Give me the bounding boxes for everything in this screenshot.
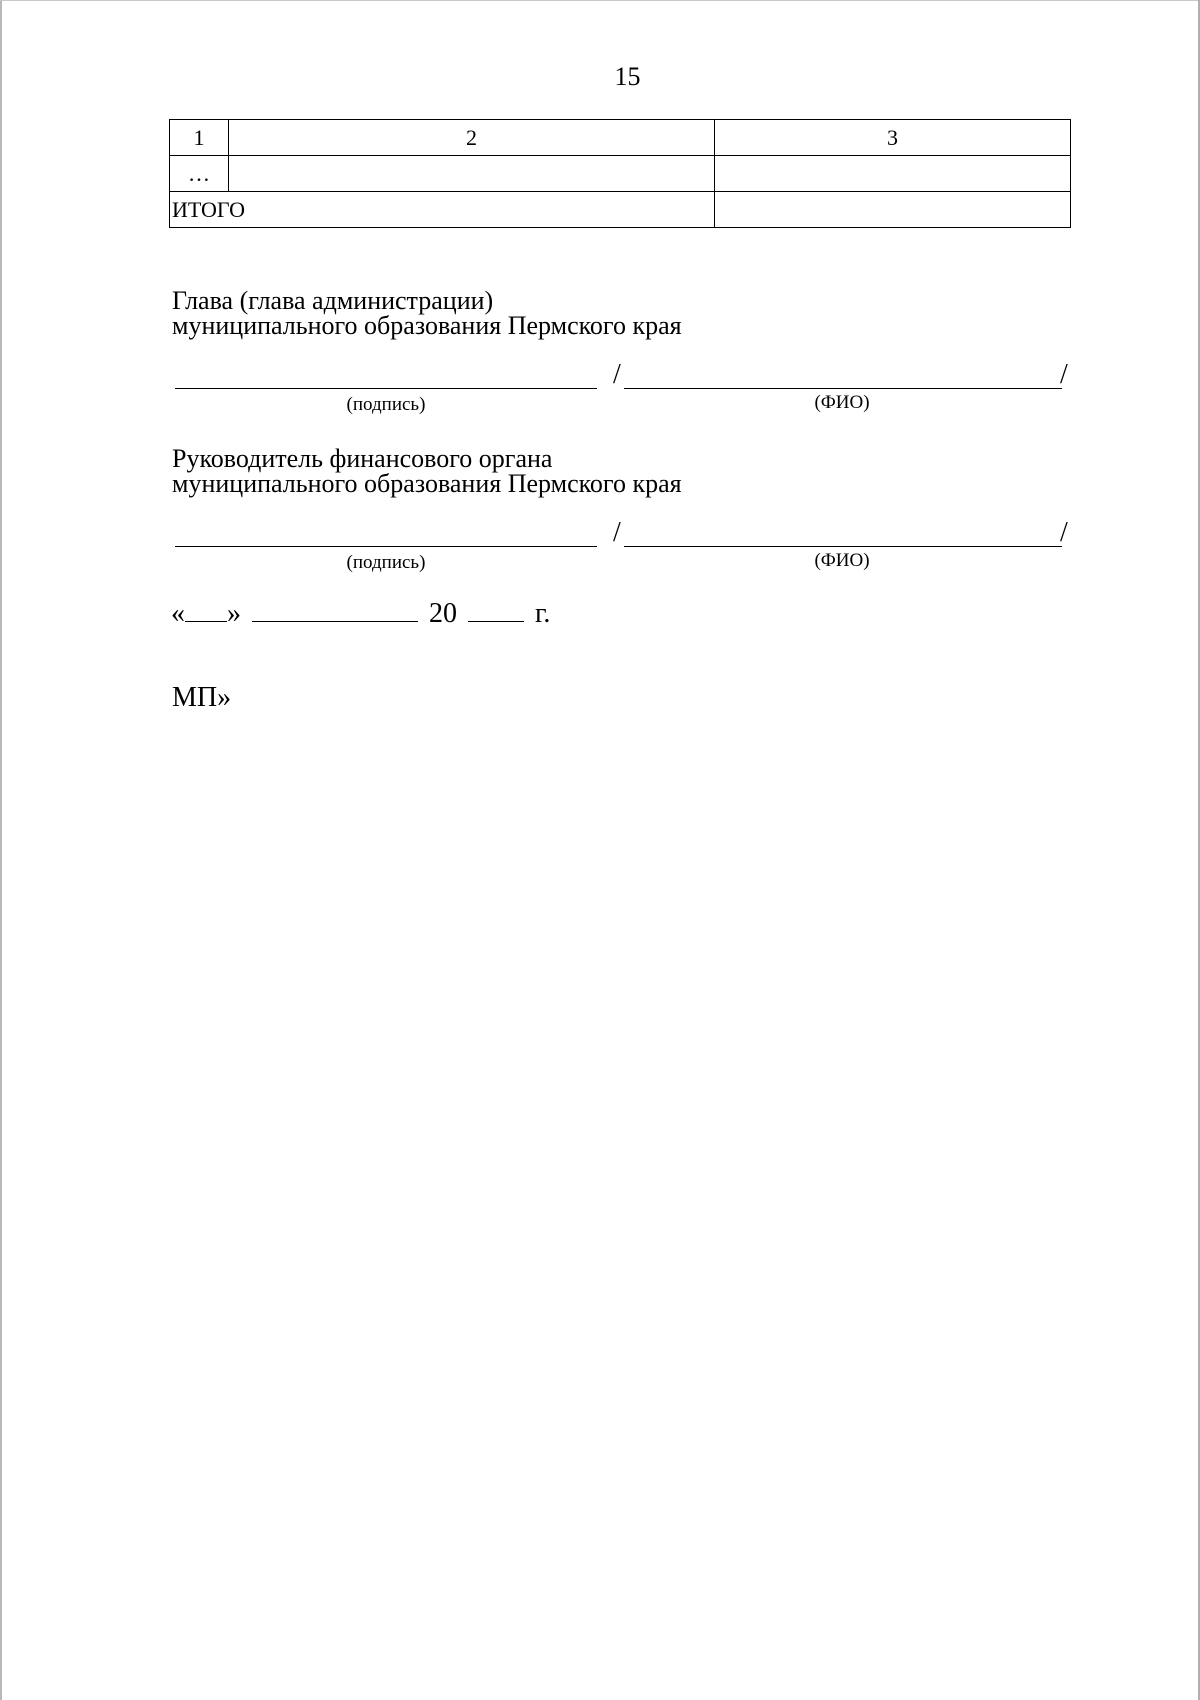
head-slash-left: /	[613, 359, 621, 390]
head-name-caption: (ФИО)	[814, 392, 870, 413]
finance-title-line1: Руководитель финансового органа	[172, 444, 553, 473]
date-open-quote: «	[171, 598, 185, 629]
table-header-cell: 2	[229, 120, 715, 156]
table-header-cell: 1	[170, 120, 229, 156]
head-signature-line	[175, 388, 597, 389]
table-cell-empty	[715, 156, 1071, 192]
head-slash-right: /	[1060, 359, 1068, 390]
head-title-line1: Глава (глава администрации)	[172, 286, 494, 315]
table-total-row	[170, 192, 1071, 228]
day-blank	[185, 597, 227, 622]
year-prefix: 20	[429, 598, 457, 629]
table-header-cell: 3	[715, 120, 1071, 156]
year-blank	[468, 597, 524, 622]
page-number: 15	[614, 62, 641, 91]
scan-edge-left	[0, 0, 2, 1700]
table-row	[170, 156, 1071, 192]
finance-slash-left: /	[613, 517, 621, 548]
table-cell-ellipsis: …	[170, 156, 229, 192]
year-suffix: г.	[535, 598, 551, 629]
finance-name-line	[624, 546, 1062, 547]
date-line	[171, 597, 550, 630]
month-blank	[252, 597, 418, 622]
totals-table	[169, 119, 1071, 228]
finance-name-caption: (ФИО)	[814, 550, 870, 571]
head-signature-caption: (подпись)	[346, 394, 426, 415]
table-total-value	[715, 192, 1071, 228]
finance-signature-caption: (подпись)	[346, 552, 426, 573]
finance-title-line2: муниципального образования Пермского края	[172, 469, 682, 498]
head-name-line	[624, 388, 1062, 389]
scan-edge-top	[0, 0, 1200, 1]
head-title-line2: муниципального образования Пермского края	[172, 311, 682, 340]
date-close-quote: »	[227, 598, 241, 629]
stamp-label: МП»	[172, 682, 232, 713]
table-cell-empty	[229, 156, 715, 192]
finance-slash-right: /	[1060, 517, 1068, 548]
finance-signature-line	[175, 546, 597, 547]
table-header-row	[170, 120, 1071, 156]
table-total-label: ИТОГО	[170, 192, 715, 228]
